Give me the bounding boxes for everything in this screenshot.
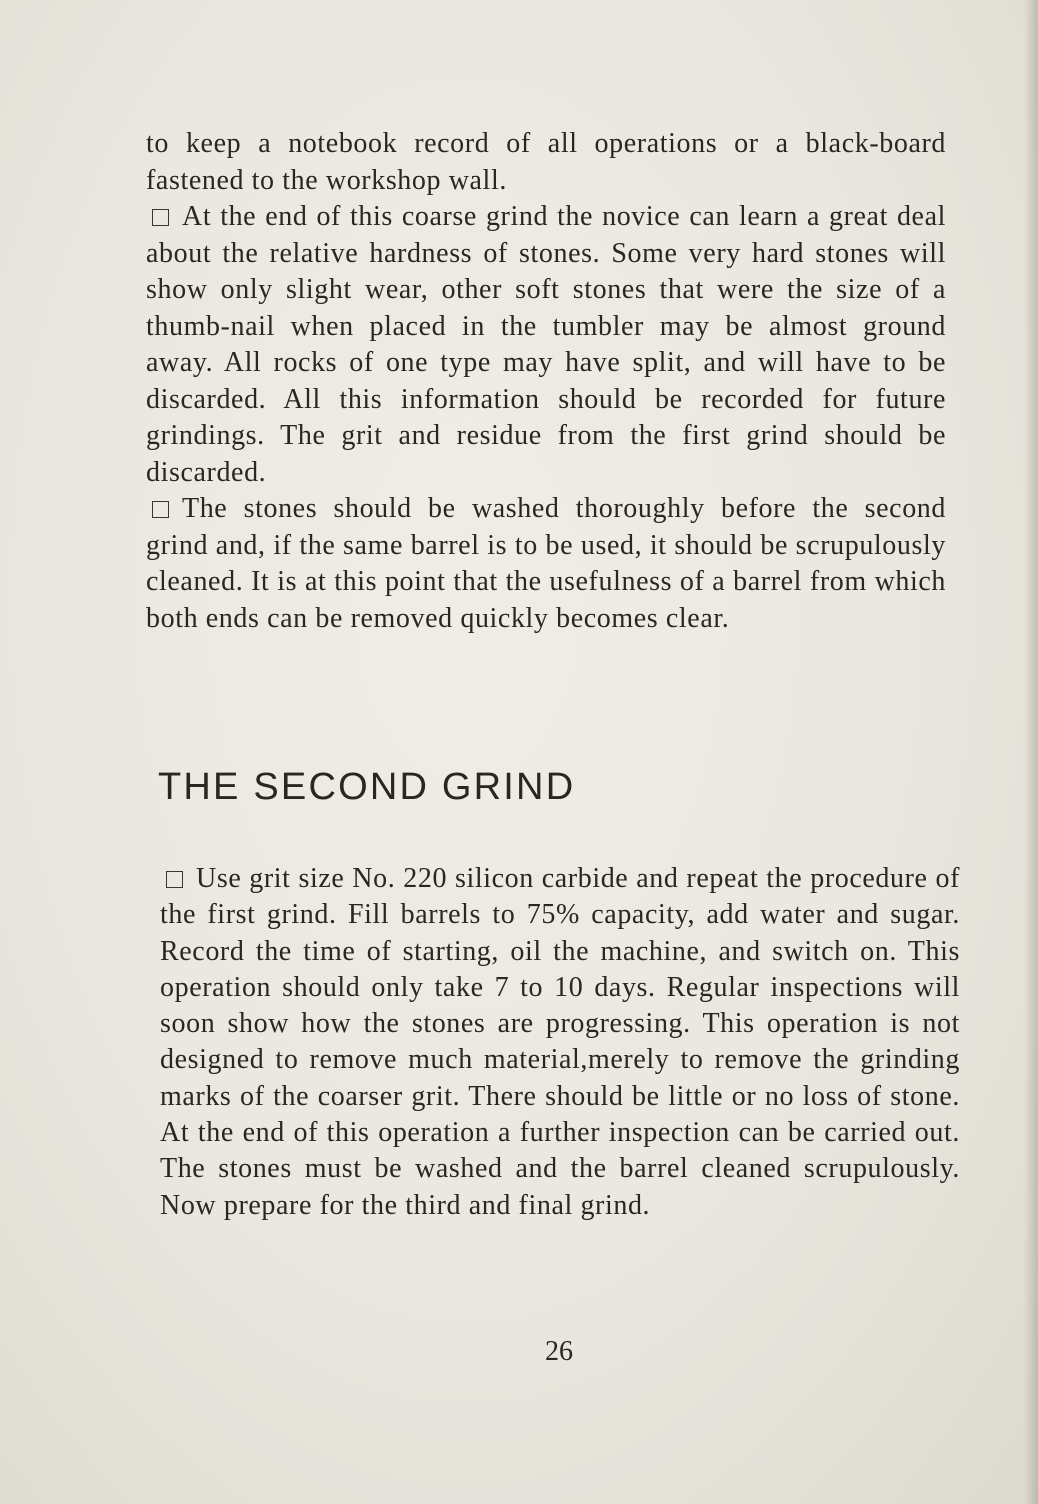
checkbox-bullet-icon [152,501,169,518]
top-text-block [146,126,946,637]
paragraph-hardness [146,199,946,491]
paragraph-text: Use grit size No. 220 silicon carbide and repeat the procedure of the first grind. Fill barrels to 75% capacity, add water and sugar. Record the time of starting, oil the machine, and switch on. This operation should only take 7 to 10 days. Regular inspections will soon show how the stones are progressing. This operation is not designed to remove much material,merely to remove the grinding marks of the coarser grit. There should be little or no loss of stone. At the end of this operation a further inspection can be carried out. The stones must be washed and the barrel cleaned scrupulously. Now prepare for the third and final grind. [160,863,960,1221]
paragraph-continuation [146,126,946,199]
paragraph-second-grind [160,861,960,1224]
section-heading: THE SECOND GRIND [158,766,576,808]
paragraph-text: to keep a notebook record of all operations or a black-board fastened to the workshop wall. [146,128,946,196]
bottom-text-block [160,861,960,1224]
paragraph-text: The stones should be washed thoroughly before the second grind and, if the same barrel is to be used, it should be scrupulously cleaned. It is at this point that the usefulness of a barrel from which both ends can be removed quickly becomes clear. [146,493,946,634]
paragraph-text: At the end of this coarse grind the novice can learn a great deal about the relative hardness of stones. Some very hard stones will show only slight wear, other soft stones that were the size of a thumb-nail when placed in the tumbler may be almost ground away. All rocks of one type may have split, and will have to be discarded. All this information should be recorded for future grindings. The grit and residue from the first grind should be discarded. [146,201,946,488]
checkbox-bullet-icon [166,871,183,888]
page-edge-shadow [1024,0,1038,1504]
page-number: 26 [545,1336,573,1367]
checkbox-bullet-icon [152,209,169,226]
paragraph-washing [146,491,946,637]
